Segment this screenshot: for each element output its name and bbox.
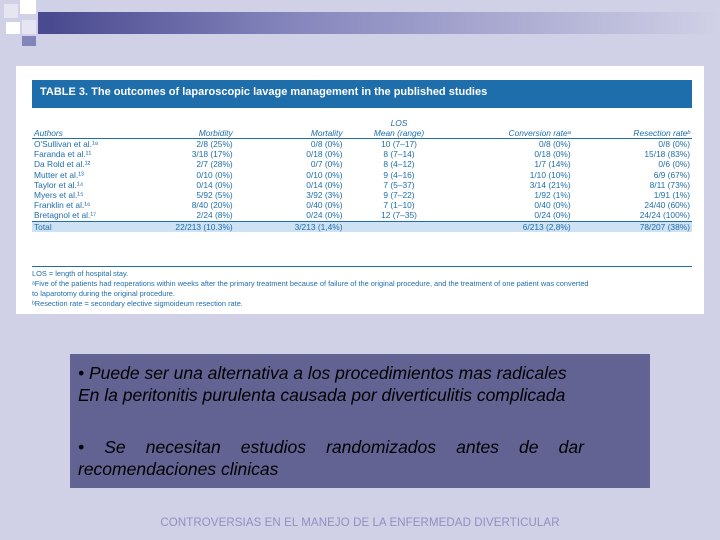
- footnote: ᵇResection rate = secondary elective sigmoideum resection rate.: [32, 299, 243, 308]
- cell-los: 7 (5–37): [383, 179, 415, 190]
- bullet-1-line-2: En la peritonitis purulenta causada por diverticulitis complicada: [78, 385, 566, 405]
- cell-resection: 1/91 (1%): [653, 190, 690, 201]
- cell-mortality: 0/40 (0%): [306, 200, 343, 211]
- table-title-bar: [32, 80, 692, 108]
- cell-morbidity: 2/8 (25%): [196, 139, 233, 149]
- decor-square: [4, 4, 18, 18]
- footnote: LOS = length of hospital stay.: [32, 269, 129, 278]
- cell-morbidity: 0/14 (0%): [196, 179, 233, 190]
- cell-los: 8 (7–14): [383, 149, 415, 160]
- footnote: to laparotomy during the original procedure.: [32, 289, 175, 298]
- bullet-2-word: necesitan: [145, 437, 221, 457]
- cell-resection: 0/6 (0%): [658, 159, 690, 170]
- col-header-conversion: Conversion rateᵃ: [454, 112, 573, 139]
- cell-los: 7 (1–10): [383, 200, 415, 211]
- cell-morbidity: 8/40 (20%): [191, 200, 233, 211]
- col-header-los-top: LOS: [390, 118, 408, 128]
- bullet-2-word: estudios: [240, 437, 306, 457]
- bullet-2-word: •: [78, 437, 85, 457]
- cell-mortality: 0/18 (0%): [306, 149, 343, 160]
- cell-resection: 6/9 (67%): [653, 169, 690, 180]
- cell-conversion: 0/8 (0%): [539, 139, 571, 149]
- cell-los: 10 (7–17): [381, 139, 417, 149]
- table-total-row: [32, 221, 692, 232]
- col-header-los: [345, 112, 454, 139]
- cell-author: O'Sullivan et al.¹⁸: [34, 139, 99, 149]
- cell-resection: 8/11 (73%): [649, 179, 690, 190]
- cell-los: 12 (7–35): [381, 210, 417, 221]
- cell-conversion: 3/14 (21%): [529, 179, 571, 190]
- table-row: [32, 149, 692, 159]
- cell-author: Da Rold et al.¹²: [34, 159, 91, 170]
- cell-los: 9 (4–16): [383, 169, 415, 180]
- cell-mortality: 0/8 (0%): [310, 139, 343, 149]
- table-row: [32, 170, 692, 180]
- bullet-point-2: [78, 436, 644, 480]
- cell-mortality: 0/24 (0%): [306, 210, 343, 221]
- slide-footer: CONTROVERSIAS EN EL MANEJO DE LA ENFERMEDAD DIVERTICULAR: [160, 517, 560, 529]
- table-row: [32, 190, 692, 200]
- cell-conversion: 0/18 (0%): [534, 149, 571, 160]
- cell-mortality: 0/10 (0%): [306, 169, 343, 180]
- cell-morbidity: 5/92 (5%): [196, 190, 233, 201]
- bullet-2-word: randomizados: [326, 437, 437, 457]
- bullet-2-word: dar: [558, 437, 584, 457]
- table-image: [16, 66, 704, 314]
- table-row: [32, 180, 692, 190]
- cell-morbidity: 0/10 (0%): [196, 169, 233, 180]
- col-header-resection: Resection rateᵇ: [573, 112, 692, 139]
- bullet-textbox: [70, 354, 650, 488]
- decor-square: [20, 0, 36, 14]
- bullet-1-line-1: • Puede ser una alternativa a los procedimientos mas radicales: [78, 363, 567, 383]
- cell-resection: 78/207 (38%): [573, 221, 692, 232]
- cell-morbidity: 2/24 (8%): [196, 210, 233, 221]
- col-header-los-bottom: Mean (range): [373, 128, 425, 138]
- bullet-point-1: [78, 362, 644, 406]
- decor-square: [22, 36, 36, 46]
- cell-conversion: 0/24 (0%): [534, 210, 571, 221]
- cell-author: Bretagnol et al.¹⁷: [34, 210, 97, 221]
- decor-square: [22, 20, 36, 34]
- cell-conversion: 1/7 (14%): [534, 159, 571, 170]
- decor-square: [38, 12, 52, 34]
- cell-los: 8 (4–12): [383, 159, 415, 170]
- table-title: TABLE 3. The outcomes of laparoscopic lavage management in the published studies: [40, 86, 488, 98]
- cell-morbidity: 2/7 (28%): [196, 159, 233, 170]
- cell-conversion: 0/40 (0%): [534, 200, 571, 211]
- footnote: ᵃFive of the patients had reoperations within weeks after the primary treatment because of failure of the original procedure, and the treatment of one patient was converted: [32, 279, 589, 288]
- cell-resection: 24/24 (100%): [639, 210, 690, 221]
- outcomes-table: [32, 112, 692, 232]
- bullet-2-word: antes: [456, 437, 499, 457]
- table-row: [32, 200, 692, 210]
- title-gradient-bar: [52, 12, 720, 34]
- table-footnotes: [32, 266, 692, 309]
- cell-resection: 24/40 (60%): [644, 200, 690, 211]
- col-header-morbidity: Morbidity: [162, 112, 235, 139]
- cell-morbidity: 3/18 (17%): [191, 149, 233, 160]
- bullet-2-line-2: recomendaciones clinicas: [78, 459, 279, 479]
- cell-mortality: 0/7 (0%): [310, 159, 343, 170]
- cell-mortality: 0/14 (0%): [306, 179, 343, 190]
- cell-los: [345, 221, 454, 232]
- col-header-mortality: Mortality: [235, 112, 345, 139]
- table-row: [32, 159, 692, 169]
- cell-conversion: 6/213 (2,8%): [454, 221, 573, 232]
- table-header-row: [32, 112, 692, 139]
- cell-resection: 15/18 (83%): [644, 149, 690, 160]
- cell-mortality: 3/92 (3%): [306, 190, 343, 201]
- cell-resection: 0/8 (0%): [658, 139, 690, 149]
- table-row: [32, 139, 692, 150]
- cell-conversion: 1/92 (1%): [534, 190, 571, 201]
- cell-conversion: 1/10 (10%): [529, 169, 571, 180]
- cell-mortality: 3/213 (1,4%): [235, 221, 345, 232]
- cell-author: Total: [32, 221, 162, 232]
- cell-morbidity: 22/213 (10.3%): [162, 221, 235, 232]
- cell-author: Taylor et al.¹⁴: [34, 179, 84, 190]
- table-row: [32, 210, 692, 221]
- decor-square: [6, 22, 20, 34]
- cell-author: Mutter et al.¹³: [34, 169, 84, 180]
- bullet-2-line-1: [78, 436, 584, 458]
- cell-los: 9 (7–22): [383, 190, 415, 201]
- bullet-2-word: de: [519, 437, 539, 457]
- cell-author: Myers et al.¹⁵: [34, 190, 84, 201]
- bullet-2-word: Se: [104, 437, 126, 457]
- col-header-authors: Authors: [32, 112, 162, 139]
- cell-author: Franklin et al.¹⁶: [34, 200, 91, 211]
- cell-author: Faranda et al.¹¹: [34, 149, 92, 160]
